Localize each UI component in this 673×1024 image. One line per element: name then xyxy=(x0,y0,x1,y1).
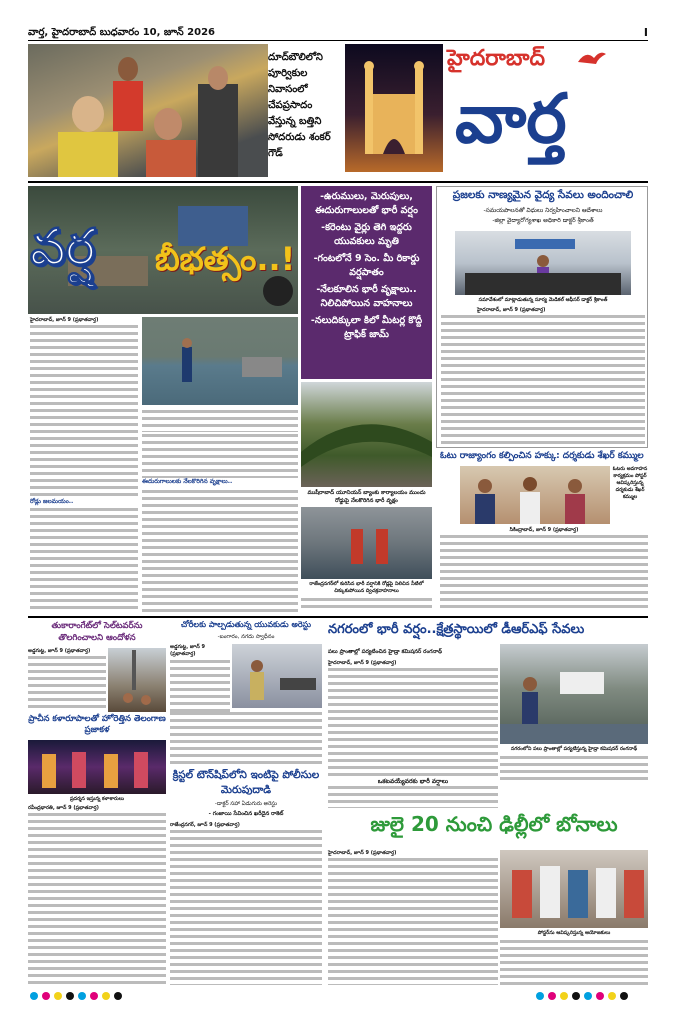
bonalu-dateline: హైదరాబాద్, జూన్ 9 (ప్రభాతవార్త) xyxy=(328,850,397,856)
rain-headline xyxy=(30,218,298,288)
kammula-photo xyxy=(460,466,610,524)
masthead xyxy=(345,44,648,177)
christ-body xyxy=(170,830,322,985)
fallen-tree-photo xyxy=(301,382,432,487)
kammula-side-caption: ఓటరు అవగాహన కార్యక్రమం పోస్టర్ ఆవిష్కరిస్తున్న దర్శకుడు శేఖర్ కమ్ముల xyxy=(612,466,648,500)
rain-headline-word1: వర్ష xyxy=(30,218,96,276)
masthead-top: హైదరాబాద్ xyxy=(447,46,545,71)
health-headline: ప్రజలకు నాణ్యమైన వైద్య సేవలు అందించాలి xyxy=(452,189,634,201)
rain-body-col4 xyxy=(142,434,298,612)
flooded-road-photo xyxy=(301,507,432,579)
drf-headline: నగరంలో భారీ వర్షం..క్షేత్రస్థాయిలో డీఆర్‌ఎఫ్ సేవలు xyxy=(328,622,585,637)
bonalu-photo xyxy=(500,850,648,928)
health-dateline: హైదరాబాద్, జూన్ 9 (ప్రభాతవార్త) xyxy=(477,307,546,313)
rain-dateline: హైదరాబాద్, జూన్ 9 (ప్రభాతవార్త) xyxy=(30,317,99,323)
tukaram-dateline: అడ్డగుట్ట, జూన్ 9 (ప్రభాతవార్త) xyxy=(28,648,91,654)
telangana-headline: ప్రాచీన కళారూపాలతో హోరెత్తిన తెలంగాణ ప్రజాకళ xyxy=(28,714,166,735)
health-photo-caption: సమావేశంలో మాట్లాడుతున్న సూర్య మెడికల్ ఆఫీసర్ డాక్టర్ శ్రీకాంత్ xyxy=(478,297,608,303)
rain-flood-photo xyxy=(142,317,298,405)
health-body xyxy=(441,315,645,445)
health-sub2: -జిల్లా వైద్యారోగ్యశాఖ అధికారి డాక్టర్ శ్రీకాంత్ xyxy=(492,217,594,224)
rain-bullets-box xyxy=(301,186,432,379)
health-sub1: -సమయపాలనతో విధులు నిర్వహించాలని ఆదేశాలు xyxy=(483,207,603,214)
drf-body-2 xyxy=(328,786,498,808)
drf-photo-caption: నగరంలోని పలు ప్రాంతాల్లో పర్యటిస్తున్న హైడ్రా కమిషనర్ రంగనాథ్ xyxy=(510,746,638,752)
rain-body-col2 xyxy=(142,410,298,432)
registration-marks-right xyxy=(500,990,648,1002)
fallen-tree-caption: ముషీరాబాద్ యూనియన్ బ్యాంకు కార్యాలయం ముందు రోడ్డుపై నేలకొరిగిన భారీ వృక్షం xyxy=(307,490,426,504)
drf-dateline: హైదరాబాద్, జూన్ 9 (ప్రభాతవార్త) xyxy=(328,660,397,666)
tukaram-photo xyxy=(108,648,166,712)
thieves-body-left xyxy=(170,660,230,712)
rain-subhead-2: ఈదురుగాలులకు నేలకొరిగిన వృక్షాలు.. xyxy=(142,478,298,486)
telangana-body xyxy=(28,813,166,985)
row2-rule xyxy=(28,616,648,618)
bonalu-headline: జులై 20 నుంచి ఢిల్లీలో బోనాలు xyxy=(370,812,618,836)
rain-bullet: -నలుదిక్కులా కిలో మీటర్ల కొద్దీ ట్రాఫిక్ జామ్ xyxy=(310,315,423,340)
rain-headline-word2: బీభత్సం..! xyxy=(155,240,296,278)
bonalu-body-right xyxy=(500,940,648,985)
dateline-bar xyxy=(28,26,648,40)
bird-icon xyxy=(576,48,608,68)
kammula-body xyxy=(440,535,648,612)
top-story-caption: దూద్‌బౌలిలోని పూర్విక‌ుల నివాసంలో చేపప్రసాదం వేస్తున్న బత్తిని సోదరుడు శంకర్ గౌడ్ xyxy=(268,52,331,159)
rain-bullet: -నేలకూలిన భారీ వృక్షాలు.. xyxy=(316,284,417,295)
drf-subhead: ఒకటవయ్యేవరకు భారీ వర్షాలు xyxy=(377,778,449,785)
rain-bullet: -గంటలోనే 9 సెం. మీ రికార్డు వర్షపాతం xyxy=(313,253,420,278)
tukaram-headline: తుకారాంగేట్‌లో సెల్‌టవర్‌ను తొలగించాలని ఆందోళన xyxy=(51,621,143,643)
telangana-dateline: రవీంద్రభారతి, జూన్ 9 (ప్రభాతవార్త) xyxy=(28,805,99,811)
rain-body-col1 xyxy=(30,325,138,497)
rain-body-col3 xyxy=(30,508,138,612)
christ-sub1: -డాక్టర్ సహా ఏడుగురు అరెస్టు xyxy=(214,801,278,807)
thieves-sub: -బంగారం, నగదు స్వాధీనం xyxy=(217,634,275,640)
drf-photo xyxy=(500,644,648,744)
health-box xyxy=(436,186,648,448)
thieves-photo xyxy=(232,644,322,708)
rain-body-col5 xyxy=(301,598,432,612)
dateline: వార్త, హైదరాబాద్ బుధవారం 10, జూన్ 2026 xyxy=(28,27,216,38)
kammula-dateline: సికింద్రాబాద్, జూన్ 9 (ప్రభాతవార్త) xyxy=(509,527,579,533)
drf-body-right xyxy=(500,756,648,784)
drf-body xyxy=(328,668,498,776)
tukaram-body xyxy=(28,656,106,712)
page-number: I xyxy=(643,26,648,39)
bonalu-photo-caption: పోస్టర్‌ను ఆవిష్కరిస్తున్న ఆయోజకులు xyxy=(537,930,611,936)
thieves-body xyxy=(170,712,322,764)
christ-headline: క్రిస్టల్ టౌన్‌షిప్‌లోని ఇంటిపై పోలీసుల మెరుపుదాడి xyxy=(172,769,320,796)
masthead-main: వార్త xyxy=(455,80,567,159)
rain-bullet: నిలిచిపోయిన వాహనాలు xyxy=(320,298,413,309)
health-photo xyxy=(455,231,631,295)
row1-rule xyxy=(28,181,648,183)
telangana-photo xyxy=(28,740,166,794)
rain-bullet: -కరెంటు వైర్లు తెగి ఇద్దరు యువకులు మృతి xyxy=(321,222,412,247)
rain-subhead-1: రోడ్లు జలమయం.. xyxy=(30,498,74,505)
kammula-headline: ఓటు రాజ్యాంగం కల్పించిన హక్కు: దర్శకుడు శేఖర్ కమ్ముల xyxy=(440,451,644,461)
bonalu-body xyxy=(328,858,498,985)
telangana-caption: ప్రదర్శన ఇస్తున్న కళాకారులు xyxy=(70,796,124,802)
rain-bullet: -ఉరుములు, మెరుపులు, ఈదురుగాలులతో భారీ వర్షం xyxy=(315,191,418,216)
drf-sub: పలు ప్రాంతాల్లో పర్యటించిన హైడ్రా కమిషనర్ రంగనాథ్ xyxy=(328,649,443,655)
christ-sub2: - గంజాయి సేవించిన ఖరీదైన రాకెట్ xyxy=(208,811,284,817)
flooded-road-caption: రాజేంద్రనగర్‌లో కురిసిన భారీ వర్షానికి రోడ్లపై నిలిచిన నీటిలో చిక్కుకుపోయిన ద్విచక్రవాహనాలు xyxy=(309,581,424,594)
charminar-photo xyxy=(345,44,443,172)
header-rule xyxy=(28,40,648,41)
registration-marks-left xyxy=(28,990,158,1002)
christ-dateline: రాజేంద్రనగర్, జూన్ 9 (ప్రభాతవార్త) xyxy=(170,822,240,828)
top-story-photo xyxy=(28,44,268,177)
people-illustration xyxy=(28,44,268,177)
thieves-headline: చోరీలకు పాల్పడుతున్న యువకుడు అరెస్టు xyxy=(181,620,311,629)
thieves-dateline: అడ్డగుట్ట, జూన్ 9 (ప్రభాతవార్త) xyxy=(170,644,205,657)
